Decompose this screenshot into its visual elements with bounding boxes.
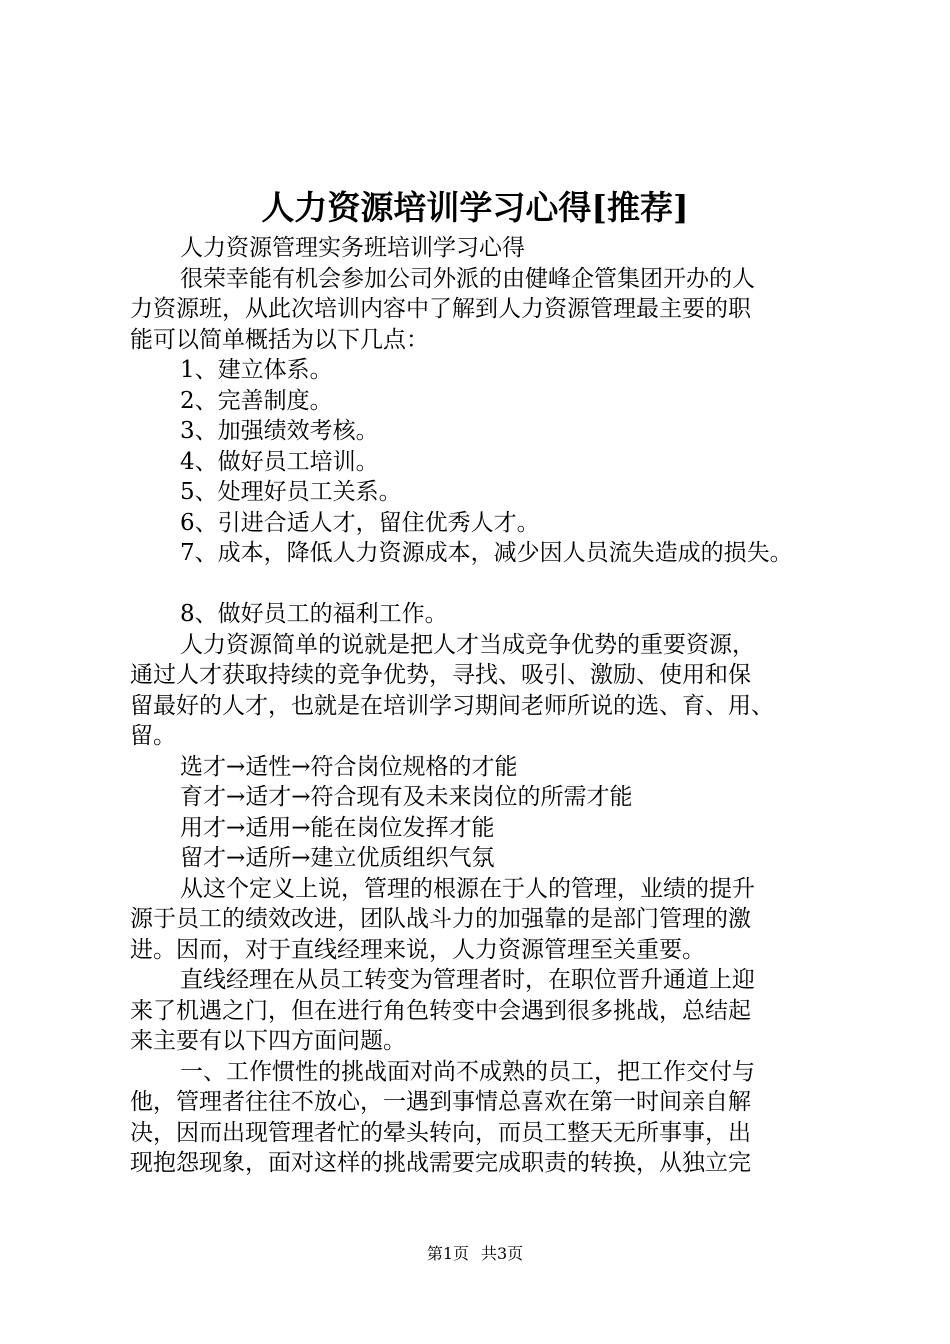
text-line: 进。因而，对于直线经理来说，人力资源管理至关重要。: [130, 936, 705, 963]
page-number: 第1页: [426, 1244, 469, 1263]
page-total: 共3页: [481, 1244, 524, 1263]
text-line: 决，因而出现管理者忙的晕头转向，而员工整天无所事事，出: [130, 1119, 751, 1146]
text-line: 人力资源管理实务班培训学习心得: [180, 235, 525, 261]
text-line: 通过人才获取持续的竞争优势，寻找、吸引、激励、使用和保: [130, 662, 751, 688]
page-footer: [0, 1243, 950, 1265]
text-line: 很荣幸能有机会参加公司外派的由健峰企管集团开办的人: [180, 265, 755, 292]
text-line: 4、做好员工培训。: [180, 448, 379, 475]
text-line: 留。: [130, 723, 176, 749]
text-line: 力资源班，从此次培训内容中了解到人力资源管理最主要的职: [130, 296, 751, 322]
text-line: 从这个定义上说，管理的根源在于人的管理，业绩的提升: [180, 875, 755, 902]
text-line: 直线经理在从员工转变为管理者时，在职位晋升通道上迎: [180, 967, 755, 993]
document-title: 人力资源培训学习心得[推荐]: [261, 188, 689, 227]
document-body: [130, 233, 840, 1179]
text-line: 现抱怨现象，面对这样的挑战需要完成职责的转换，从独立完: [130, 1150, 751, 1176]
text-line: 3、加强绩效考核。: [180, 418, 379, 444]
text-line: 来主要有以下四方面问题。: [130, 1028, 406, 1054]
text-line: 一、工作惯性的挑战面对尚不成熟的员工，把工作交付与: [180, 1058, 755, 1085]
text-line: 人力资源简单的说就是把人才当成竞争优势的重要资源，: [180, 631, 755, 658]
text-line: 8、做好员工的福利工作。: [180, 601, 448, 627]
text-line: 源于员工的绩效改进，团队战斗力的加强靠的是部门管理的激: [130, 906, 751, 932]
text-line: 7、成本，降低人力资源成本，减少因人员流失造成的损失。: [180, 540, 793, 566]
blank-line: [130, 569, 840, 600]
text-line: 5、处理好员工关系。: [180, 479, 402, 505]
text-line: 能可以简单概括为以下几点：: [130, 326, 429, 353]
text-line: 育才→适才→符合现有及未来岗位的所需才能: [180, 784, 633, 810]
text-line: 留才→适所→建立优质组织气氛: [180, 845, 495, 871]
text-line: 他，管理者往往不放心，一遇到事情总喜欢在第一时间亲自解: [130, 1089, 751, 1115]
text-line: 来了机遇之门，但在进行角色转变中会遇到很多挑战，总结起: [130, 997, 751, 1024]
text-line: 选才→适性→符合岗位规格的才能: [180, 753, 518, 780]
text-line: 6、引进合适人才，留住优秀人才。: [180, 509, 540, 536]
text-line: 1、建立体系。: [180, 357, 333, 383]
text-line: 2、完善制度。: [180, 387, 333, 414]
text-line: 用才→适用→能在岗位发挥才能: [180, 814, 495, 841]
text-line: 留最好的人才，也就是在培训学习期间老师所说的选、育、用、: [130, 692, 774, 719]
